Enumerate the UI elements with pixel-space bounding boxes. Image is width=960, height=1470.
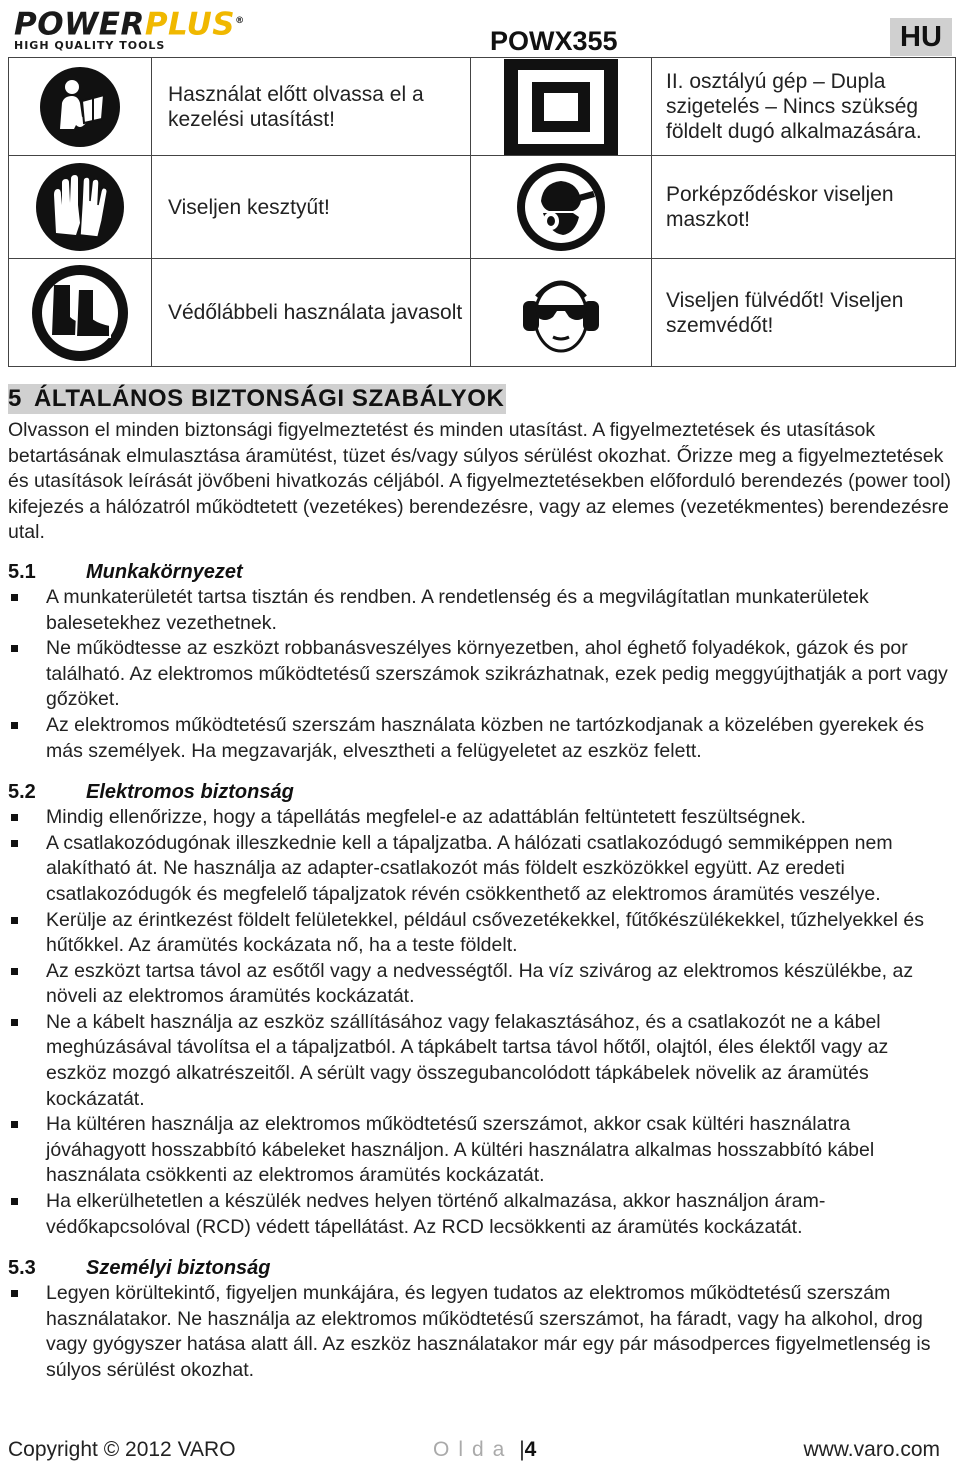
symbol-cell [9, 156, 152, 259]
subsection-number: 5.3 [8, 1257, 36, 1280]
logo-text-power: POWER [14, 6, 145, 43]
list-item: Ne a kábelt használja az eszköz szállításához vagy felakasztásához, és a csatlakozót ne a kábel meghúzásával távolítsa el a tápaljzatból. A tápkábelt tartsa távol hőtől, olajtól, éles élektől vagy az eszköz mozgó alkatrészeitől. A sérült vagy összegubancolódott tápkábelek növelik az áramütés kockázatát. [8, 1010, 952, 1112]
section-heading [8, 384, 506, 414]
class-ii-double-insulation-icon [498, 59, 624, 155]
section-intro: Olvasson el minden biztonsági figyelmeztetést és minden utasítást. A figyelmeztetések és utasítások betartásának elmulasztása áramütést, tüzet és/vagy súlyos sérülést okozhat. Őrizze meg a figyelmeztetések és utasítások leírását jövőbeni hivatkozás céljából. A figyelmeztetésekben előforduló berendezés (power tool) kifejezés a hálózatról működtetett (vezetékes) berendezésre, vagy az elemes (vezetékmentes) berendezésre utal. [8, 419, 952, 544]
list-item: A csatlakozódugónak illeszkednie kell a tápaljzatba. A hálózati csatlakozódugó semmiképpen nem alakítható át. Ne használja az adapter-csatlakozót más földelt eszközökkel együtt. Az eredeti csatlakozódugók és megfelelő tápaljzatok révén csökkenthető az elektromos áramütés veszélye. [8, 831, 952, 908]
list-item: A munkaterületét tartsa tisztán és rendben. A rendetlenség és a megvilágítatlan munkaterületek balesetekhez vezethetnek. [8, 585, 952, 636]
symbol-row [9, 58, 956, 156]
subsection-title: Munkakörnyezet [86, 560, 243, 583]
bullet-list [8, 805, 952, 1240]
gloves-icon [34, 161, 126, 253]
page-number: 4 [524, 1438, 537, 1461]
symbol-text: Használat előtt olvassa el a kezelési utasítást! [152, 58, 471, 156]
list-item: Mindig ellenőrizze, hogy a tápellátás megfelel-e az adattáblán feltüntetett feszültségnek. [8, 805, 952, 831]
symbol-cell [9, 259, 152, 367]
symbol-text: Védőlábbeli használata javasolt [152, 259, 471, 367]
subsection-heading [8, 560, 952, 585]
safety-symbols-table [8, 57, 956, 367]
symbol-row [9, 156, 956, 259]
page-separator: | [519, 1438, 525, 1461]
symbol-cell [471, 259, 652, 367]
symbol-cell [471, 156, 652, 259]
bullet-list [8, 585, 952, 764]
symbol-cell [9, 58, 152, 156]
symbol-text: II. osztályú gép – Dupla szigetelés – Nincs szükség földelt dugó alkalmazására. [652, 58, 956, 156]
page-indicator [433, 1438, 536, 1462]
language-badge: HU [890, 18, 952, 56]
list-item: Ha elkerülhetetlen a készülék nedves helyen történő alkalmazása, akkor használjon áram-védőkapcsolóval (RCD) védett tápellátást. Az RCD lecsökkenti az áramütés kockázatát. [8, 1189, 952, 1240]
symbol-text: Viseljen kesztyűt! [152, 156, 471, 259]
list-item: Az elektromos működtetésű szerszám használata közben ne tartózkodjanak a közelében gyerekek és más személyek. Ha megzavarják, elvesztheti a felügyeletet az eszköz felett. [8, 713, 952, 764]
subsection-number: 5.2 [8, 781, 36, 804]
page-header [8, 4, 952, 56]
ear-eye-protection-icon [513, 267, 609, 359]
safety-boots-icon [30, 263, 130, 363]
subsection-heading [8, 780, 952, 805]
list-item: Legyen körültekintő, figyeljen munkájára, és legyen tudatos az elektromos működtetésű szerszám használatakor. Ne használja az elektromos működtetésű szerszámot, ha fáradt, vagy ha alkohol, drog vagy gyógyszer hatása alatt áll. Az eszköz használatakor már egy pár másodperces figyelmetlenség is súlyos sérülést okozhat. [8, 1281, 952, 1383]
page-word: Olda [433, 1438, 514, 1461]
subsection-title: Személyi biztonság [86, 1257, 271, 1280]
symbol-text: Viseljen fülvédőt! Viseljen szemvédőt! [652, 259, 956, 367]
logo-tagline: HIGH QUALITY TOOLS [14, 39, 166, 53]
dust-mask-icon [513, 161, 609, 253]
section-number: 5 [8, 385, 22, 412]
page-footer [8, 1438, 952, 1468]
section-title: ÁLTALÁNOS BIZTONSÁGI SZABÁLYOK [33, 385, 505, 412]
read-manual-icon [38, 65, 122, 149]
bullet-list [8, 1281, 952, 1383]
model-number: POWX355 [490, 26, 618, 56]
subsection-number: 5.1 [8, 560, 36, 583]
powerplus-logo: POWERPLUS® HIGH QUALITY TOOLS [14, 6, 245, 53]
safety-rules-content [8, 384, 952, 1400]
list-item: Kerülje az érintkezést földelt felületekkel, például csővezetékekkel, fűtőkészülékekkel, tűzhelyekkel és hűtőkkel. Az áramütés kockázata nő, ha a teste földelt. [8, 908, 952, 959]
list-item: Ne működtesse az eszközt robbanásveszélyes környezetben, ahol éghető folyadékok, gázok és por található. Az elektromos működtetésű szerszámok szikrázhatnak, ezek pedig meggyújthatják a port vagy gőzöket. [8, 636, 952, 713]
symbol-cell [471, 58, 652, 156]
subsection-heading [8, 1256, 952, 1281]
website-link[interactable]: www.varo.com [803, 1438, 940, 1461]
symbol-row [9, 259, 956, 367]
symbol-text: Porképződéskor viseljen maszkot! [652, 156, 956, 259]
list-item: Ha kültéren használja az elektromos működtetésű szerszámot, akkor csak kültéri használatra jóváhagyott hosszabbító kábeleket használjon. A kültéri használatra alkalmas hosszabbító kábel használata csökkenti az elektromos áramütés kockázatát. [8, 1112, 952, 1189]
subsection-title: Elektromos biztonság [86, 781, 294, 804]
logo-text-plus: PLUS [144, 6, 236, 43]
copyright-text: Copyright © 2012 VARO [8, 1438, 236, 1461]
list-item: Az eszközt tartsa távol az esőtől vagy a nedvességtől. Ha víz szivárog az elektromos készülékbe, az növeli az elektromos áramütés kockázatát. [8, 959, 952, 1010]
